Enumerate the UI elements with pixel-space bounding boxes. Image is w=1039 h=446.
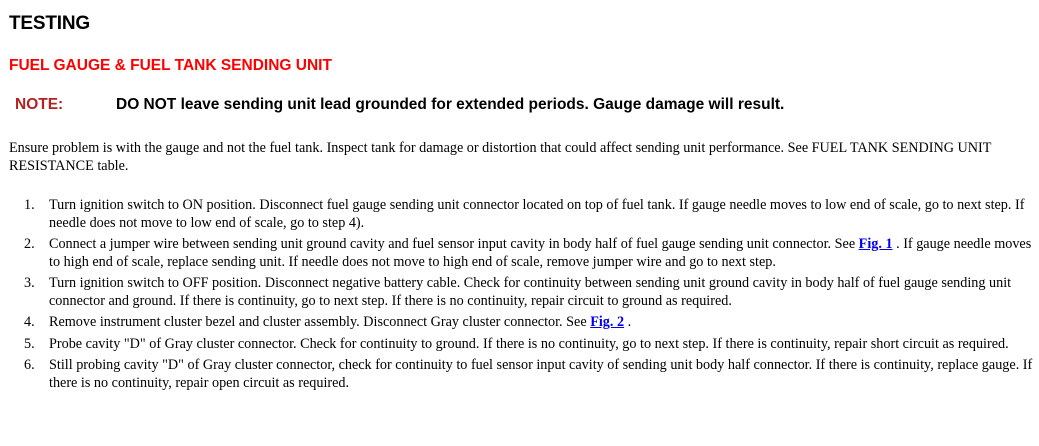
step-number: 4. — [24, 314, 35, 330]
step-number: 1. — [24, 197, 35, 213]
step-item — [0, 275, 1035, 310]
step-text: Turn ignition switch to ON position. Disconnect fuel gauge sending unit connector located on top of fuel tank. If gauge needle moves to low end of scale, go to next step. If needle does not move to low end of scale, go to step 4). — [49, 197, 1025, 231]
step-text: Turn ignition switch to OFF position. Disconnect negative battery cable. Check for continuity between sending unit ground cavity in body half of fuel gauge sending unit connector and ground. If there is continuity, go to next step. If there is no continuity, repair circuit to ground as required. — [49, 275, 1012, 309]
step-item — [0, 197, 1035, 232]
fig-1-link[interactable]: Fig. 1 — [858, 236, 893, 252]
step-text: Connect a jumper wire between sending unit ground cavity and fuel sensor input cavity in body half of fuel gauge sending unit connector. See — [49, 236, 859, 252]
test-steps-list — [0, 197, 1035, 396]
step-item — [0, 236, 1035, 271]
section-title: FUEL GAUGE & FUEL TANK SENDING UNIT — [9, 57, 332, 74]
step-text: Still probing cavity "D" of Gray cluster connector, check for continuity to fuel sensor input cavity of sending unit body half connector. If there is continuity, replace gauge. If there is no continuity, repair open circuit as required. — [49, 357, 1033, 391]
page-heading: TESTING — [9, 13, 90, 34]
step-item — [0, 336, 1035, 354]
step-number: 6. — [24, 357, 35, 373]
step-text-after: . If gauge needle moves to high end of scale, replace sending unit. If needle does not move to high end of scale, remove jumper wire and go to next step. — [49, 236, 1032, 270]
step-text-after: . — [624, 314, 632, 330]
step-text: Probe cavity "D" of Gray cluster connector. Check for continuity to ground. If there is no continuity, go to next step. If there is continuity, repair short circuit as required. — [49, 335, 1009, 352]
step-number: 2. — [24, 236, 35, 252]
step-item — [0, 357, 1035, 392]
note-text: DO NOT leave sending unit lead grounded for extended periods. Gauge damage will result. — [116, 96, 785, 113]
step-text: Remove instrument cluster bezel and cluster assembly. Disconnect Gray cluster connector. See — [49, 314, 591, 330]
step-number: 3. — [24, 275, 35, 291]
note-label: NOTE: — [15, 96, 64, 113]
intro-paragraph: Ensure problem is with the gauge and not the fuel tank. Inspect tank for damage or distortion that could affect sending unit performance. See FUEL TANK SENDING UNIT RESISTANCE table. — [9, 140, 992, 174]
note-callout — [15, 96, 784, 114]
step-number: 5. — [24, 335, 35, 352]
fig-2-link[interactable]: Fig. 2 — [590, 314, 625, 330]
step-item — [0, 314, 1035, 332]
